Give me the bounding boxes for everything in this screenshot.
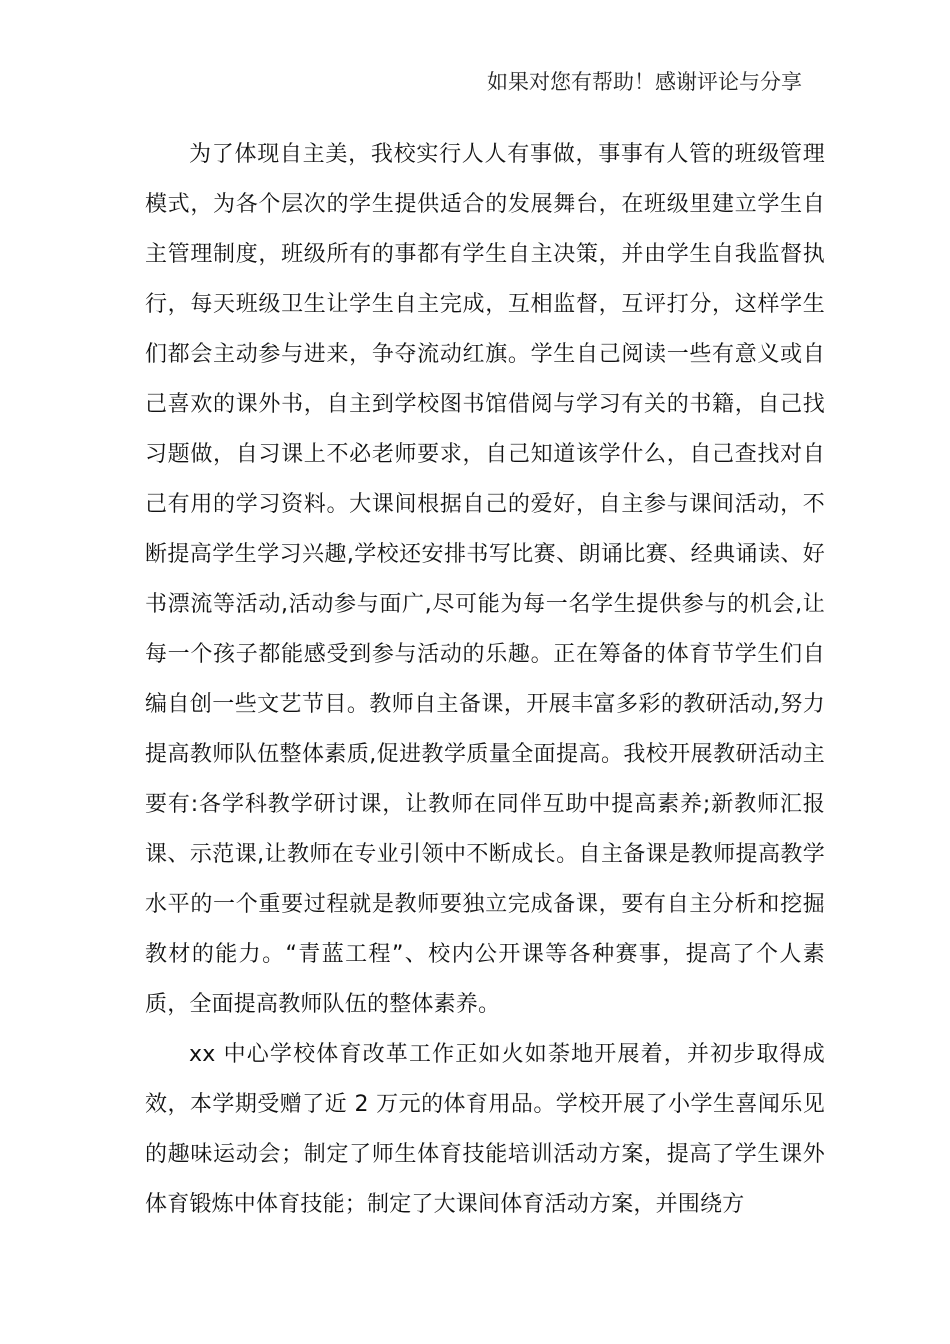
document-body [145, 130, 825, 1230]
paragraph-1: 为了体现自主美，我校实行人人有事做，事事有人管的班级管理模式，为各个层次的学生提供适合的发展舞台，在班级里建立学生自主管理制度，班级所有的事都有学生自主决策，并由学生自我监督执行，每天班级卫生让学生自主完成，互相监督，互评打分，这样学生们都会主动参与进来，争夺流动红旗。学生自己阅读一些有意义或自己喜欢的课外书，自主到学校图书馆借阅与学习有关的书籍，自己找习题做，自习课上不必老师要求，自己知道该学什么，自己查找对自己有用的学习资料。大课间根据自己的爱好，自主参与课间活动，不断提高学生学习兴趣,学校还安排书写比赛、朗诵比赛、经典诵读、好书漂流等活动,活动参与面广,尽可能为每一名学生提供参与的机会,让每一个孩子都能感受到参与活动的乐趣。正在筹备的体育节学生们自编自创一些文艺节目。教师自主备课，开展丰富多彩的教研活动,努力提高教师队伍整体素质,促进教学质量全面提高。我校开展教研活动主要有:各学科教学研讨课，让教师在同伴互助中提高素养;新教师汇报课、示范课,让教师在专业引领中不断成长。自主备课是教师提高教学水平的一个重要过程就是教师要独立完成备课，要有自主分析和挖掘教材的能力。“青蓝工程”、校内公开课等各种赛事，提高了个人素质，全面提高教师队伍的整体素养。 [145, 142, 825, 1017]
page-header: 如果对您有帮助！感谢评论与分享 [487, 70, 802, 94]
paragraph-2: xx 中心学校体育改革工作正如火如荼地开展着，并初步取得成效，本学期受赠了近 2 万元的体育用品。学校开展了小学生喜闻乐见的趣味运动会；制定了师生体育技能培训活动方案，提高了学生课外体育锻炼中体育技能；制定了大课间体育活动方案，并围绕方 [145, 1042, 825, 1217]
